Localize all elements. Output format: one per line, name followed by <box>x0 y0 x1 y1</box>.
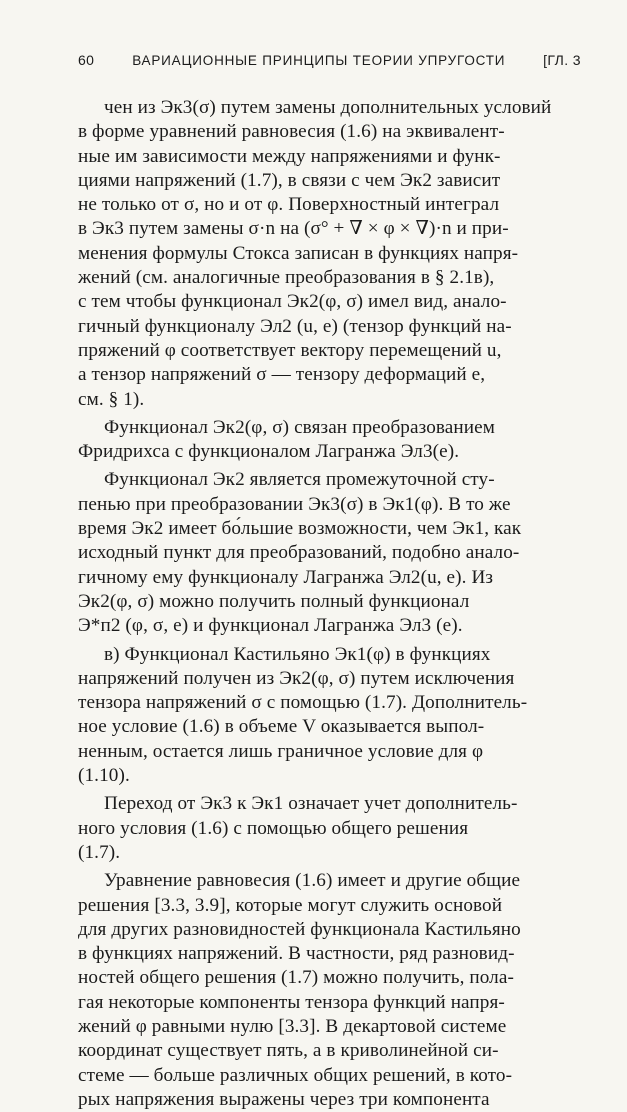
text-line: стеме — больше различных общих решений, в кото- <box>78 1064 513 1086</box>
text-line: (1.10). <box>78 765 130 787</box>
text-line: время Эк2 имеет бо́льшие возможности, чем Эк1, как <box>78 518 522 540</box>
text-line: ного условия (1.6) с помощью общего решения <box>78 817 469 839</box>
text-line: в) Функционал Кастильяно Эк1(φ) в функциях <box>104 643 491 665</box>
text-line: решения [3.3, 3.9], которые могут служить основой <box>78 894 503 916</box>
text-line: рых напряжения выражены через три компонента <box>78 1088 490 1110</box>
chapter-title: ВАРИАЦИОННЫЕ ПРИНЦИПЫ ТЕОРИИ УПРУГОСТИ <box>132 53 506 68</box>
paragraph <box>78 643 581 789</box>
chapter-marker: [ГЛ. 3 <box>543 52 581 68</box>
text-line: Э*п2 (φ, σ, e) и функционал Лагранжа Эл3 (e). <box>78 615 463 637</box>
paragraph <box>78 96 581 412</box>
text-line: ненным, остается лишь граничное условие для φ <box>78 740 484 762</box>
text-line: Функционал Эк2(φ, σ) связан преобразованием <box>104 416 496 438</box>
text-line: Функционал Эк2 является промежуточной сту- <box>104 469 495 491</box>
text-line: в функциях напряжений. В частности, ряд разновид- <box>78 943 515 965</box>
text-line: в Эк3 путем замены σ·n на (σ° + ∇ × φ × ∇)·n и при- <box>78 218 509 240</box>
text-line: пенью при преобразовании Эк3(σ) в Эк1(φ). В то же <box>78 493 511 515</box>
text-line: ные им зависимости между напряжениями и функ- <box>78 145 501 167</box>
text-line: координат существует пять, а в криволинейной си- <box>78 1040 499 1062</box>
running-header <box>78 52 581 68</box>
paragraph <box>78 869 581 1112</box>
text-line: ное условие (1.6) в объеме V оказывается выпол- <box>78 716 485 738</box>
text-line: гичному ему функционалу Лагранжа Эл2(u, e). Из <box>78 566 494 588</box>
text-line: жений φ равными нулю [3.3]. В декартовой системе <box>78 1015 507 1037</box>
text-line: менения формулы Стокса записан в функциях напря- <box>78 242 519 264</box>
text-line: циями напряжений (1.7), в связи с чем Эк2 зависит <box>78 169 501 191</box>
text-line: (1.7). <box>78 841 121 863</box>
text-line: напряжений получен из Эк2(φ, σ) путем исключения <box>78 667 515 689</box>
text-line: а тензор напряжений σ — тензору деформаций e, <box>78 364 486 386</box>
text-line: Уравнение равновесия (1.6) имеет и другие общие <box>104 870 521 892</box>
body-text <box>78 96 581 1112</box>
text-line: Эк2(φ, σ) можно получить полный функционал <box>78 590 470 612</box>
page-number: 60 <box>78 52 95 68</box>
text-line: чен из Эк3(σ) путем замены дополнительных условий <box>104 97 552 118</box>
paragraph <box>78 792 581 865</box>
text-line: жений (см. аналогичные преобразования в § 2.1в), <box>78 267 495 289</box>
text-line: гая некоторые компоненты тензора функций напря- <box>78 991 505 1013</box>
text-line: с тем чтобы функционал Эк2(φ, σ) имел вид, анало- <box>78 291 507 313</box>
text-line: пряжений φ соответствует вектору перемещений u, <box>78 339 502 361</box>
text-line: ностей общего решения (1.7) можно получить, пола- <box>78 967 514 989</box>
text-line: Переход от Эк3 к Эк1 означает учет дополнитель- <box>104 793 518 815</box>
text-line: для других разновидностей функционала Кастильяно <box>78 918 521 940</box>
paragraph <box>78 416 581 465</box>
text-line: не только от σ, но и от φ. Поверхностный интеграл <box>78 194 500 216</box>
text-line: Фридрихса с функционалом Лагранжа Эл3(e). <box>78 441 460 463</box>
paragraph <box>78 468 581 638</box>
text-line: тензора напряжений σ с помощью (1.7). Дополнитель- <box>78 692 528 714</box>
text-line: в форме уравнений равновесия (1.6) на эквивалент- <box>78 121 505 143</box>
text-line: гичный функционалу Эл2 (u, e) (тензор функций на- <box>78 315 512 337</box>
text-line: см. § 1). <box>78 388 145 410</box>
text-line: исходный пункт для преобразований, подобно анало- <box>78 542 520 564</box>
